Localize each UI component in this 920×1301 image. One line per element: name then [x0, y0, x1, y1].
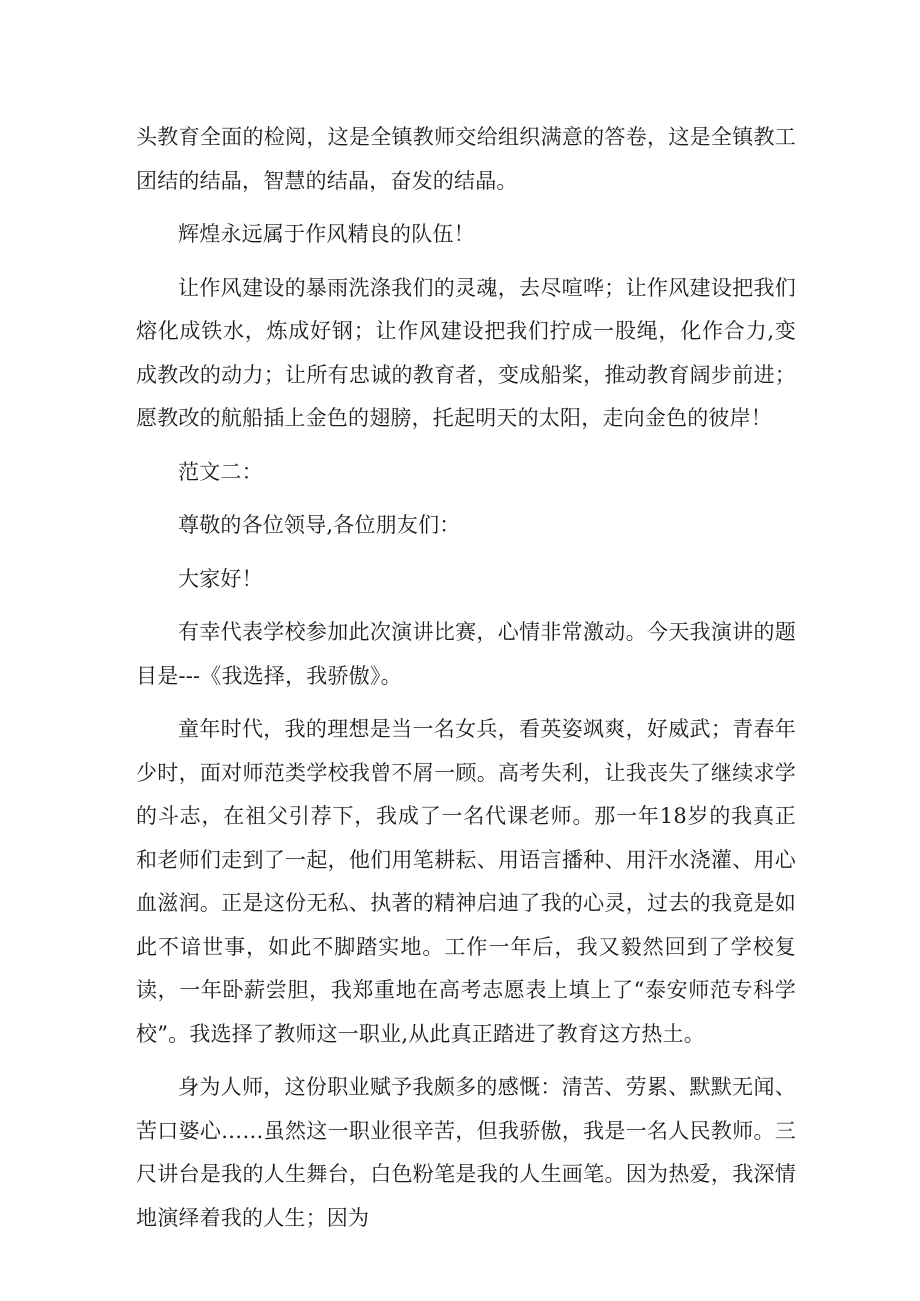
section-heading: 范文二：: [178, 459, 263, 484]
paragraph: 辉煌永远属于作风精良的队伍！: [178, 222, 475, 246]
paragraph: 童年时代，我的理想是当一名女兵，看英姿飒爽，好威武；青春年少时，面对师范类学校我曾不屑一顾。高考失利，让我丧失了继续求学的斗志，在祖父引荐下，我成了一名代课老师。那一年18岁的我真正和老师们走到了一起，他们用笔耕耘、用语言播种、用汗水浇灌、用心血滋润。正是这份无私、执著的精神启迪了我的心灵，过去的我竟是如此不谙世事，如此不脚踏实地。工作一年后，我又毅然回到了学校复读，一年卧薪尝胆，我郑重地在高考志愿表上填上了“泰安师范专科学校”。我选择了教师这一职业,从此真正踏进了教育这方热土。: [136, 717, 796, 1046]
paragraph: 有幸代表学校参加此次演讲比赛，心情非常激动。今天我演讲的题目是---《我选择，我骄傲》。: [136, 620, 796, 688]
paragraph: 身为人师，这份职业赋予我颇多的感慨：清苦、劳累、默默无闻、苦口婆心……虽然这一职业很辛苦，但我骄傲，我是一名人民教师。三尺讲台是我的人生舞台，白色粉笔是我的人生画笔。因为热爱，我深情地演绎着我的人生；因为: [136, 1075, 796, 1230]
paragraph: 让作风建设的暴雨洗涤我们的灵魂，去尽喧哗；让作风建设把我们熔化成铁水，炼成好钢；让作风建设把我们拧成一股绳，化作合力,变成教改的动力；让所有忠诚的教育者，变成船桨，推动教育阔步前进；愿教改的航船插上金色的翅膀，托起明天的太阳，走向金色的彼岸！: [136, 275, 796, 430]
salutation: 尊敬的各位领导,各位朋友们：: [178, 513, 461, 537]
greeting: 大家好！: [178, 566, 263, 591]
paragraph: 头教育全面的检阅，这是全镇教师交给组织满意的答卷，这是全镇教工团结的结晶，智慧的结晶，奋发的结晶。: [136, 125, 796, 193]
document-body: [136, 116, 796, 1250]
